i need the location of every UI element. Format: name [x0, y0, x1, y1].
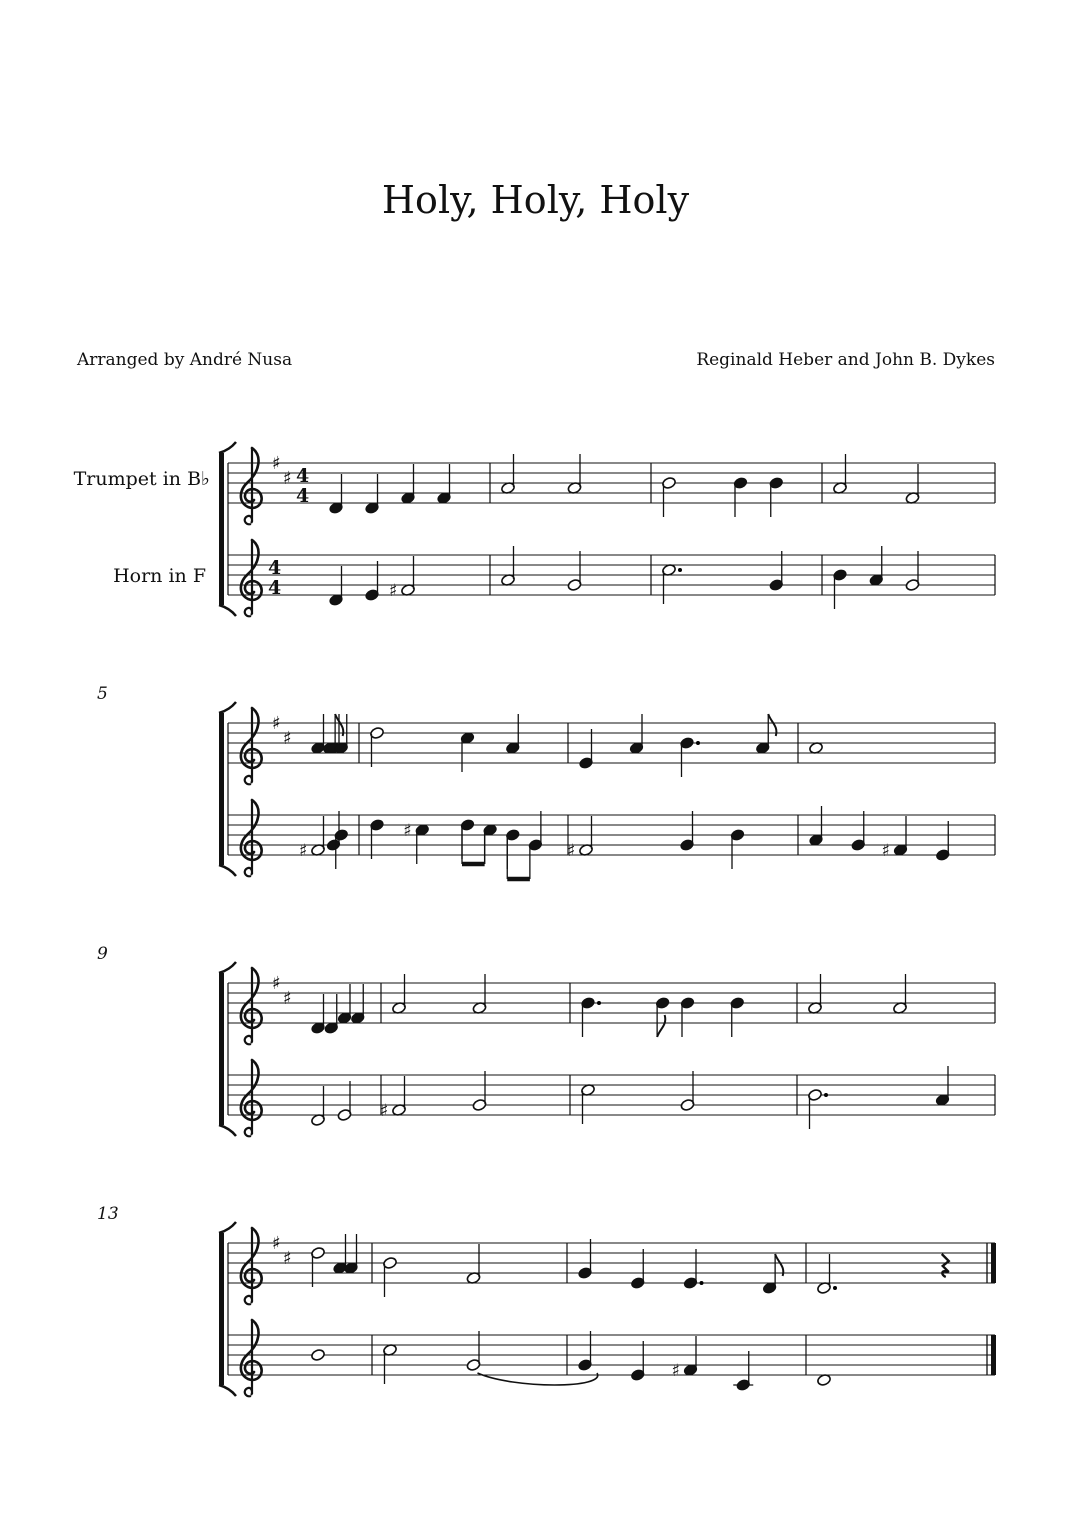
- flag: [657, 1015, 665, 1037]
- rest: [942, 1254, 949, 1277]
- augmentation-dot: [597, 1001, 601, 1005]
- time-signature-denominator: 4: [268, 577, 282, 599]
- time-signature-numerator: 4: [296, 465, 310, 487]
- bracket-hook: [219, 1125, 236, 1136]
- key-signature-sharp: ♯: [283, 988, 292, 1009]
- treble-clef-icon: [241, 1228, 262, 1304]
- arranger-credit: Arranged by André Nusa: [77, 350, 293, 370]
- treble-clef-icon: [241, 1060, 262, 1136]
- measure-number: 13: [97, 1204, 119, 1224]
- measure-number: 5: [97, 684, 108, 704]
- sharp-accidental: ♯: [299, 841, 308, 861]
- sharp-accidental: ♯: [567, 841, 576, 861]
- system-bracket: [219, 713, 224, 865]
- bracket-hook: [219, 702, 236, 713]
- final-barline-thick: [991, 1335, 996, 1375]
- measure-number: 9: [97, 944, 108, 964]
- treble-clef-icon: [241, 1320, 262, 1396]
- bracket-hook: [219, 1385, 236, 1396]
- score-title: Holy, Holy, Holy: [381, 178, 690, 222]
- key-signature-sharp: ♯: [272, 973, 281, 994]
- final-barline-thick: [991, 1243, 996, 1283]
- system-bracket: [219, 973, 224, 1125]
- bracket-hook: [219, 962, 236, 973]
- bracket-hook: [219, 865, 236, 876]
- augmentation-dot: [700, 1281, 704, 1285]
- treble-clef-icon: [241, 448, 262, 524]
- bracket-hook: [219, 442, 236, 453]
- sharp-accidental: ♯: [380, 1101, 389, 1121]
- augmentation-dot: [678, 568, 682, 572]
- key-signature-sharp: ♯: [283, 1248, 292, 1269]
- key-signature-sharp: ♯: [272, 713, 281, 734]
- treble-clef-icon: [241, 968, 262, 1044]
- key-signature-sharp: ♯: [272, 453, 281, 474]
- sharp-accidental: ♯: [881, 841, 890, 861]
- key-signature-sharp: ♯: [283, 468, 292, 489]
- bracket-hook: [219, 605, 236, 616]
- augmentation-dot: [824, 1093, 828, 1097]
- treble-clef-icon: [241, 708, 262, 784]
- sharp-accidental: ♯: [403, 821, 412, 841]
- composer-credit: Reginald Heber and John B. Dykes: [696, 350, 995, 370]
- treble-clef-icon: [241, 800, 262, 876]
- system-bracket: [219, 453, 224, 605]
- sharp-accidental: ♯: [671, 1361, 680, 1381]
- instrument-label-horn: Horn in F: [113, 565, 206, 587]
- instrument-label-trumpet: Trumpet in B♭: [73, 468, 210, 490]
- key-signature-sharp: ♯: [283, 728, 292, 749]
- treble-clef-icon: [241, 540, 262, 616]
- sharp-accidental: ♯: [389, 581, 398, 601]
- augmentation-dot: [833, 1286, 837, 1290]
- augmentation-dot: [696, 741, 700, 745]
- notehead: [310, 1348, 325, 1361]
- bracket-hook: [219, 1222, 236, 1233]
- system-bracket: [219, 1233, 224, 1385]
- time-signature-numerator: 4: [268, 557, 282, 579]
- time-signature-denominator: 4: [296, 485, 310, 507]
- key-signature-sharp: ♯: [272, 1233, 281, 1254]
